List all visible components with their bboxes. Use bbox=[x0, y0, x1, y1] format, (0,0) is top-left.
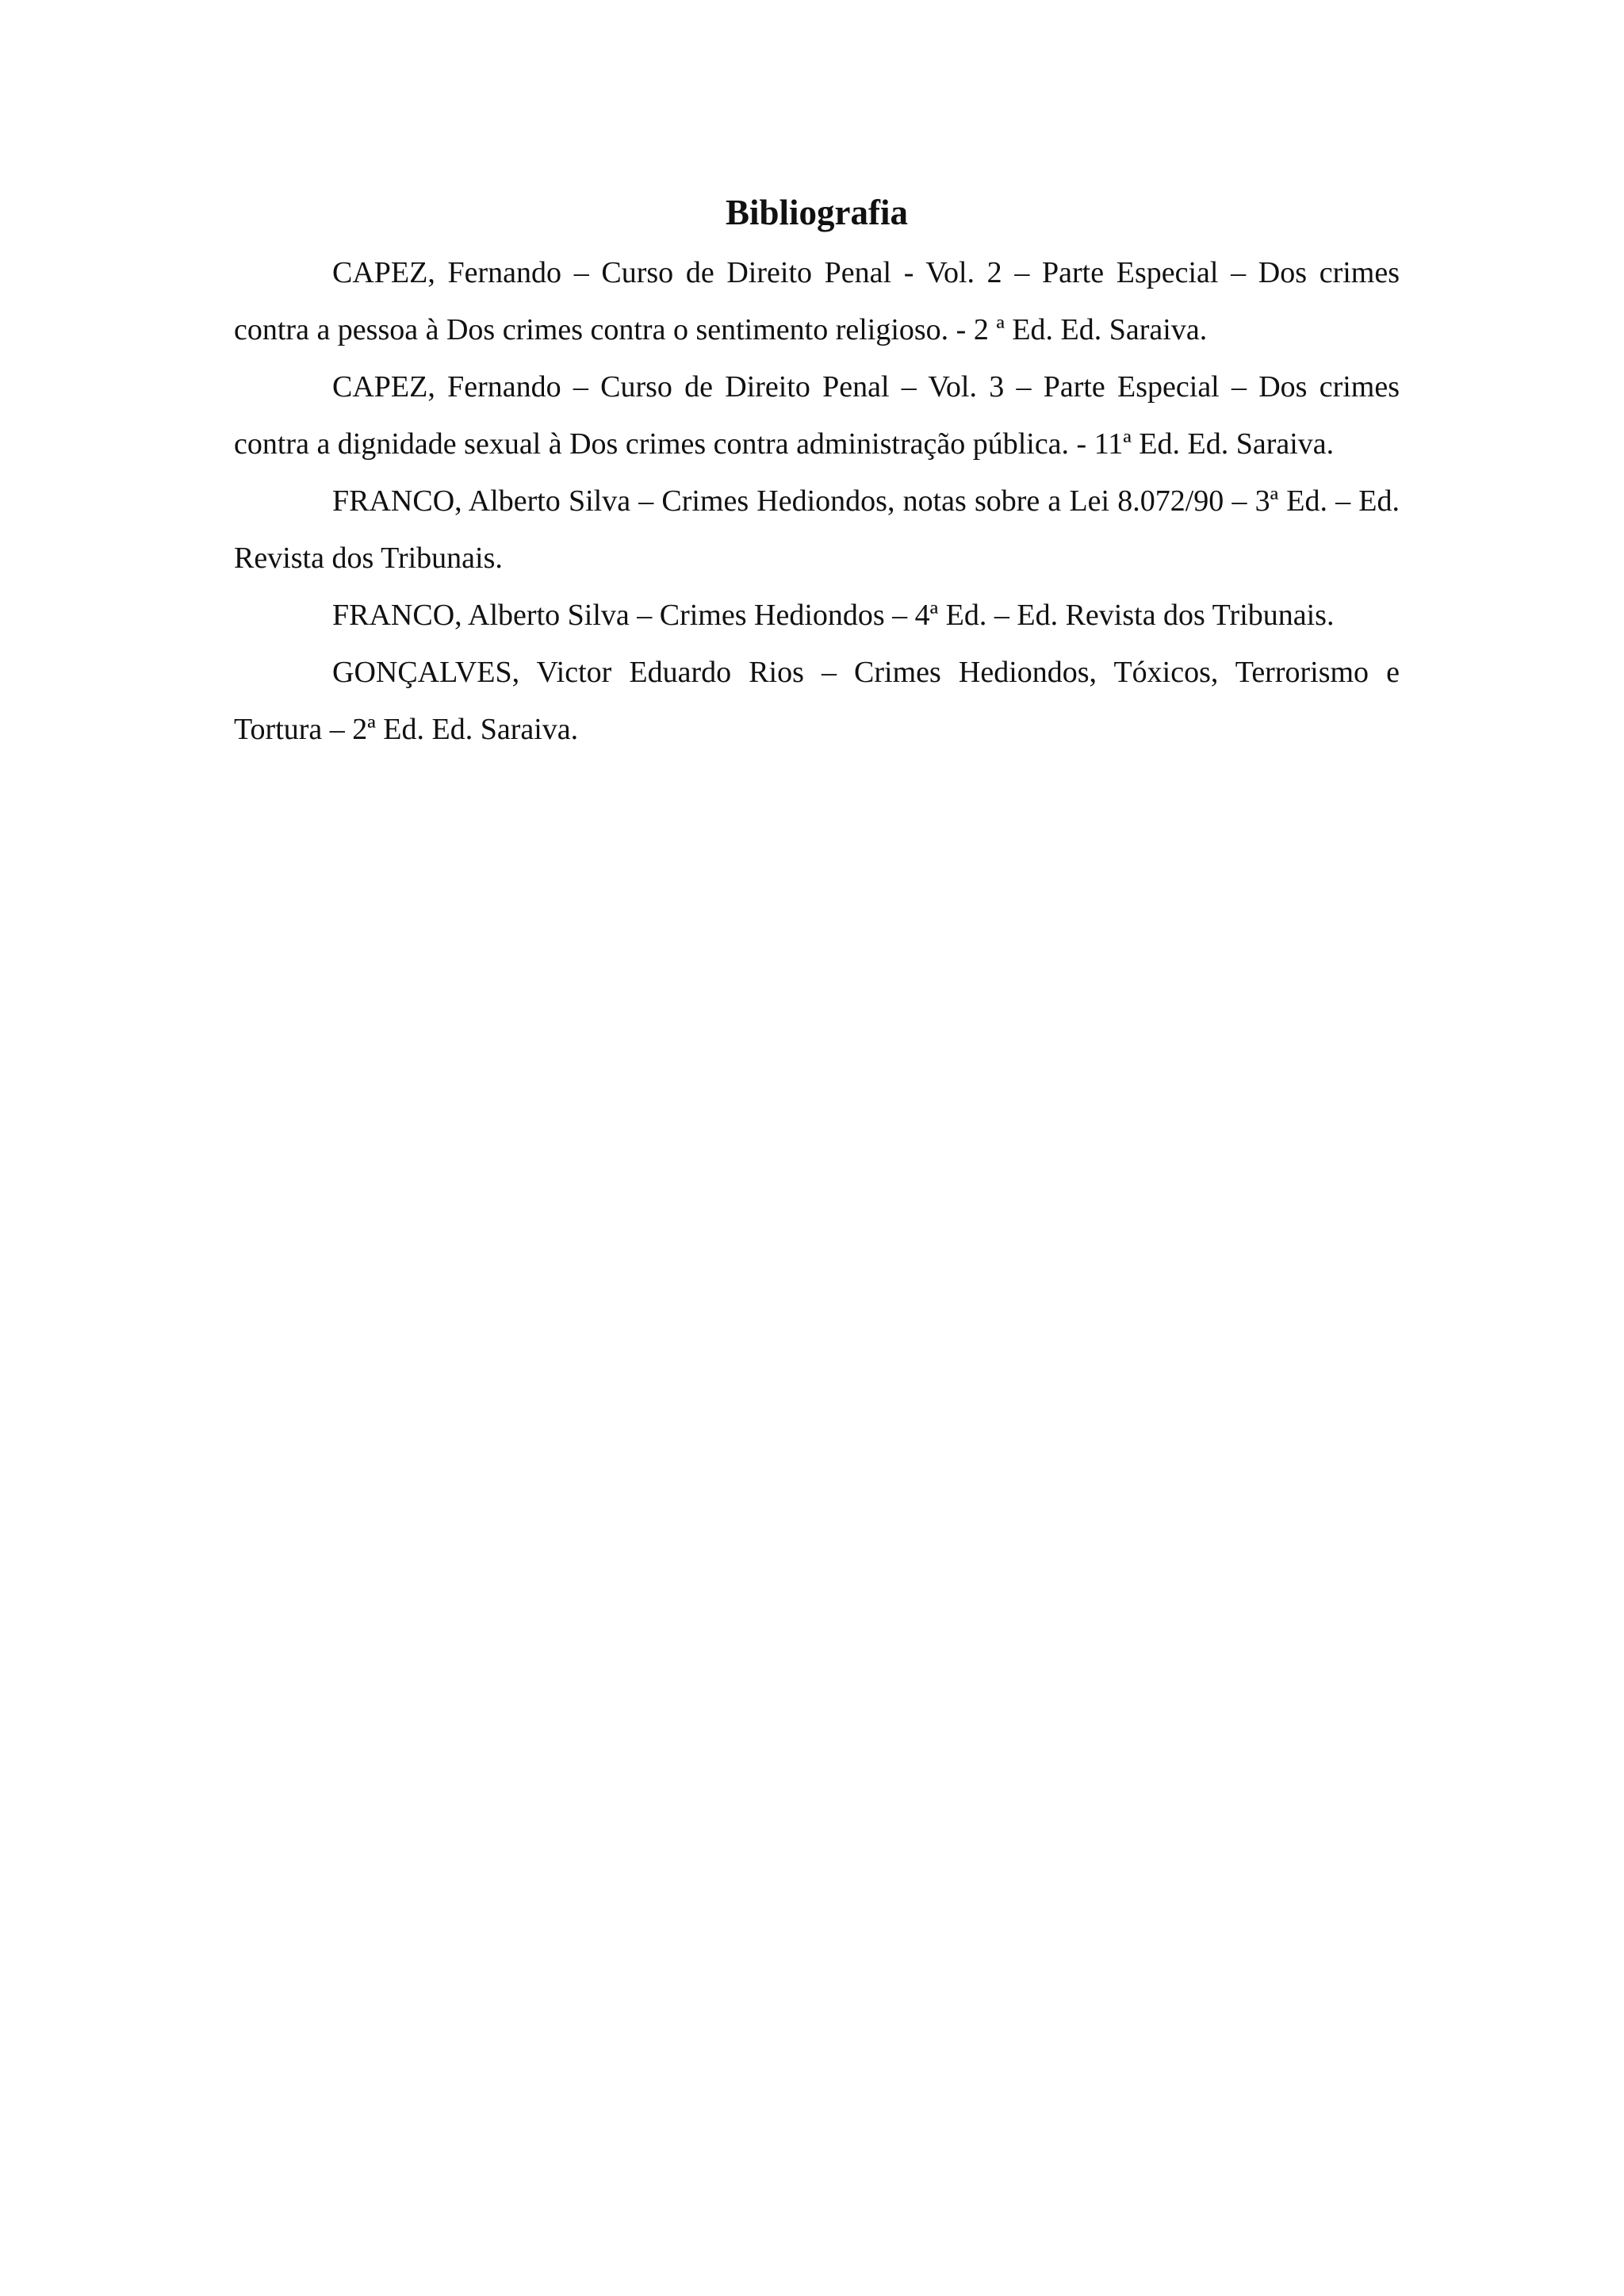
bibliography-entry: FRANCO, Alberto Silva – Crimes Hediondos, notas sobre a Lei 8.072/90 – 3ª Ed. – Ed. Revista dos Tribunais. bbox=[234, 484, 1400, 575]
bibliography-entry: FRANCO, Alberto Silva – Crimes Hediondos – 4ª Ed. – Ed. Revista dos Tribunais. bbox=[332, 599, 1335, 632]
bibliography-entry: GONÇALVES, Victor Eduardo Rios – Crimes Hediondos, Tóxicos, Terrorismo e Tortura – 2ª Ed. Ed. Saraiva. bbox=[234, 656, 1400, 746]
bibliography-entry: CAPEZ, Fernando – Curso de Direito Penal – Vol. 3 – Parte Especial – Dos crimes contra a dignidade sexual à Dos crimes contra administração pública. - 11ª Ed. Ed. Saraiva. bbox=[234, 370, 1400, 461]
bibliography-entry: CAPEZ, Fernando – Curso de Direito Penal - Vol. 2 – Parte Especial – Dos crimes contra a pessoa à Dos crimes contra o sentimento religioso. - 2 ª Ed. Ed. Saraiva. bbox=[234, 256, 1400, 346]
bibliography-section bbox=[234, 184, 1400, 758]
page-title: Bibliografia bbox=[725, 193, 908, 232]
